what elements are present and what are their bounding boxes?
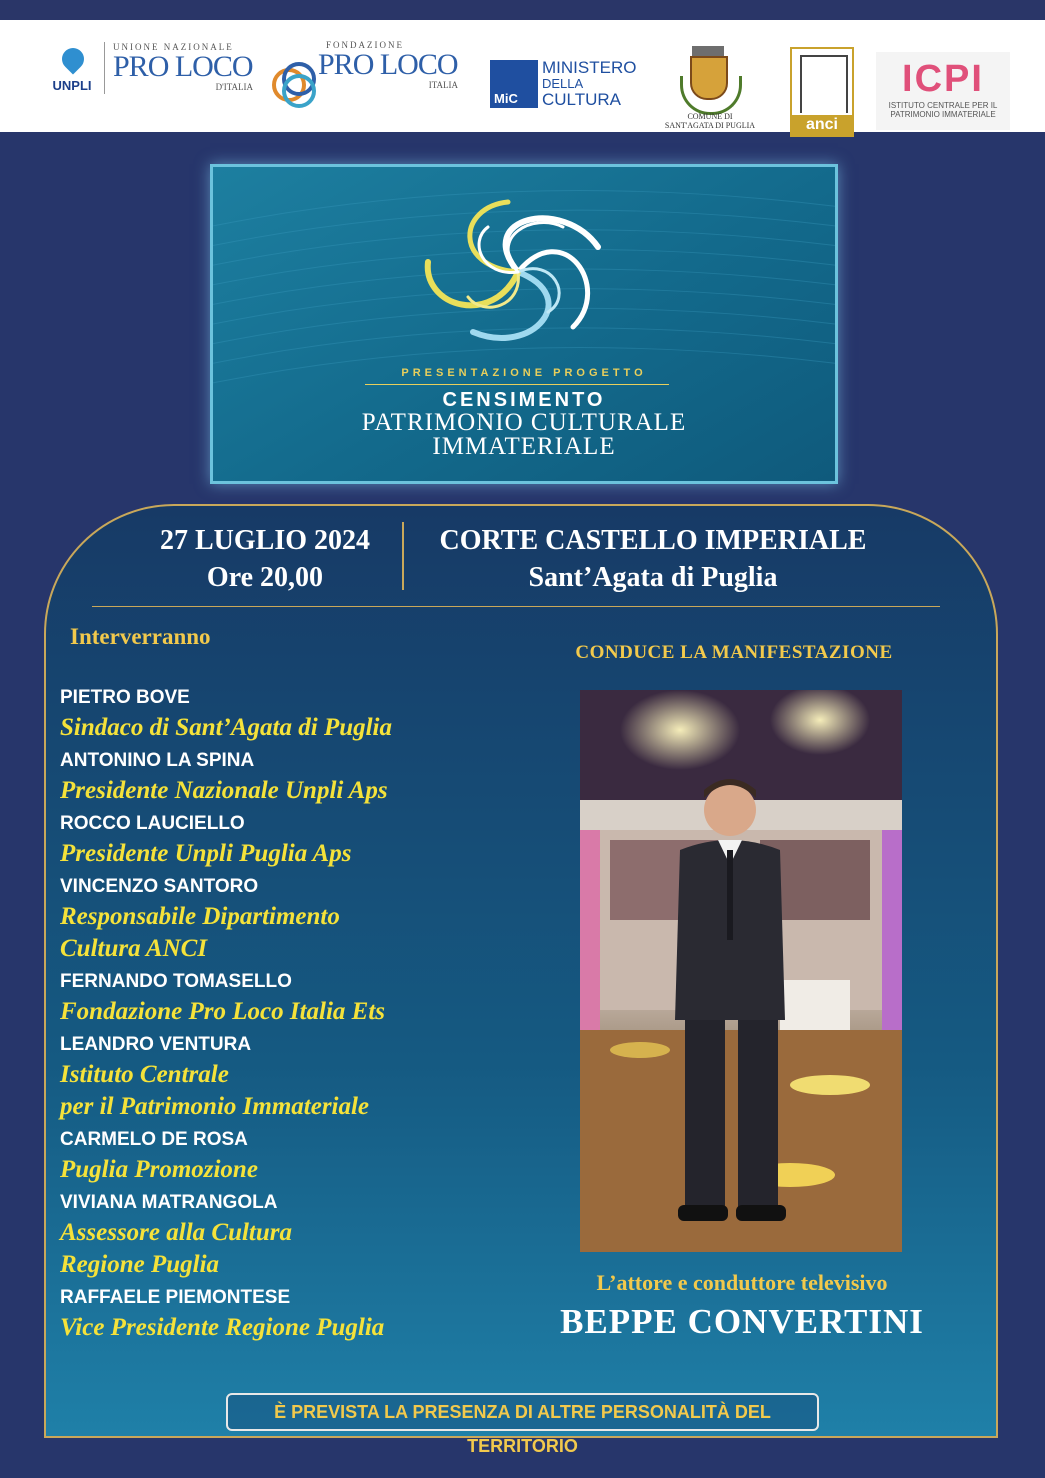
logo-bar — [0, 20, 1045, 132]
ministero-line3: CULTURA — [542, 90, 622, 109]
speaker-role-line1: Istituto Centrale — [60, 1061, 229, 1088]
banner-title-line2: IMMATERIALE — [432, 433, 616, 460]
speaker-role — [60, 775, 530, 807]
ministero-logo-text — [542, 58, 636, 109]
speaker-role — [60, 996, 530, 1028]
unpli-caption: UNIONE NAZIONALE — [113, 42, 234, 52]
unpli-logo — [48, 48, 96, 93]
host-heading: CONDUCE LA MANIFESTAZIONE — [575, 642, 893, 663]
speaker-name: ROCCO LAUCIELLO — [60, 813, 245, 834]
anci-name: anci — [792, 115, 852, 135]
speaker-role-line1: Fondazione Pro Loco Italia Ets — [60, 998, 386, 1025]
banner-title-line1: PATRIMONIO CULTURALE — [361, 409, 687, 436]
host-photo-illustration — [580, 690, 902, 1252]
icpi-line1: ISTITUTO CENTRALE PER IL — [888, 101, 998, 110]
ministero-line1: MINISTERO — [542, 58, 637, 77]
fondazione-suffix: ITALIA — [428, 80, 458, 90]
icpi-line2: PATRIMONIO IMMATERIALE — [890, 110, 996, 119]
speaker-role — [60, 1059, 530, 1123]
event-time: Ore 20,00 — [206, 562, 324, 593]
speaker-role-line1: Sindaco di Sant’Agata di Puglia — [60, 714, 393, 741]
speaker-name: CARMELO DE ROSA — [60, 1129, 248, 1150]
speaker-name: PIETRO BOVE — [60, 687, 190, 708]
comune-caption — [650, 112, 770, 130]
event-date-block — [130, 522, 400, 596]
comune-line2: SANT'AGATA DI PUGLIA — [664, 121, 756, 130]
speaker-name: LEANDRO VENTURA — [60, 1034, 252, 1055]
banner-title-top: CENSIMENTO — [442, 389, 606, 411]
event-venue-block — [404, 522, 902, 596]
icpi-logo — [876, 52, 1010, 130]
speaker-role — [60, 901, 530, 965]
unpli-proloco-logo — [104, 42, 253, 94]
ministero-line2: DELLA — [542, 76, 584, 91]
fondazione-name: PRO LOCO — [318, 48, 458, 81]
project-banner — [210, 164, 838, 484]
speaker-role — [60, 838, 530, 870]
speaker-name: FERNANDO TOMASELLO — [60, 971, 292, 992]
unpli-suffix: D'ITALIA — [215, 82, 253, 92]
speaker-role-line2: Cultura ANCI — [60, 935, 208, 962]
speaker-name: RAFFAELE PIEMONTESE — [60, 1287, 291, 1308]
speaker-role-line1: Vice Presidente Regione Puglia — [60, 1314, 385, 1341]
speaker-role-line2: per il Patrimonio Immateriale — [60, 1093, 370, 1120]
mic-logo-icon — [490, 60, 538, 108]
footer-notice: È PREVISTA LA PRESENZA DI ALTRE PERSONALITÀ DEL TERRITORIO — [226, 1393, 819, 1431]
event-date: 27 LUGLIO 2024 — [159, 525, 371, 556]
event-town: Sant’Agata di Puglia — [528, 562, 778, 593]
host-photo — [580, 690, 902, 1252]
host-caption: L’attore e conduttore televisivo — [596, 1270, 888, 1295]
comune-line1: COMUNE DI — [687, 112, 733, 121]
event-venue: CORTE CASTELLO IMPERIALE — [439, 525, 867, 556]
mic-badge: MiC — [494, 91, 518, 106]
fondazione-caption: FONDAZIONE — [326, 40, 404, 50]
speaker-name: VIVIANA MATRANGOLA — [60, 1192, 278, 1213]
unpli-proloco-name: PRO LOCO — [113, 50, 253, 83]
banner-title — [213, 411, 835, 459]
icpi-name-text: ICPI — [902, 58, 984, 100]
speaker-role-line1: Assessore alla Cultura — [60, 1219, 293, 1246]
speaker-name: ANTONINO LA SPINA — [60, 750, 255, 771]
top-strip — [0, 0, 1045, 20]
speaker-role — [60, 1154, 530, 1186]
banner-divider — [365, 384, 669, 385]
icpi-name — [876, 58, 1010, 101]
speaker-role — [60, 1312, 530, 1344]
banner-kicker: PRESENTAZIONE PROGETTO — [401, 367, 647, 379]
speaker-role-line1: Presidente Nazionale Unpli Aps — [60, 777, 388, 804]
unpli-drop-icon — [57, 43, 88, 74]
speaker-role-line2: Regione Puglia — [60, 1251, 220, 1278]
speaker-role — [60, 1217, 530, 1281]
speaker-role — [60, 712, 530, 744]
speakers-heading: Interverranno — [70, 624, 211, 649]
anci-tower-icon — [800, 55, 848, 113]
swirl-emblem-icon — [413, 197, 623, 347]
anci-logo — [790, 47, 854, 137]
fondazione-rings-icon — [272, 62, 316, 106]
speaker-role-line1: Responsabile Dipartimento — [60, 903, 340, 930]
speaker-role-line1: Puglia Promozione — [60, 1156, 258, 1183]
header-divider — [92, 606, 940, 607]
unpli-badge-text: UNPLI — [52, 78, 92, 93]
speaker-name: VINCENZO SANTORO — [60, 876, 259, 897]
fondazione-logo — [318, 40, 458, 110]
host-name: BEPPE CONVERTINI — [560, 1302, 924, 1341]
speaker-role-line1: Presidente Unpli Puglia Aps — [60, 840, 352, 867]
speaker-list — [60, 684, 530, 1347]
